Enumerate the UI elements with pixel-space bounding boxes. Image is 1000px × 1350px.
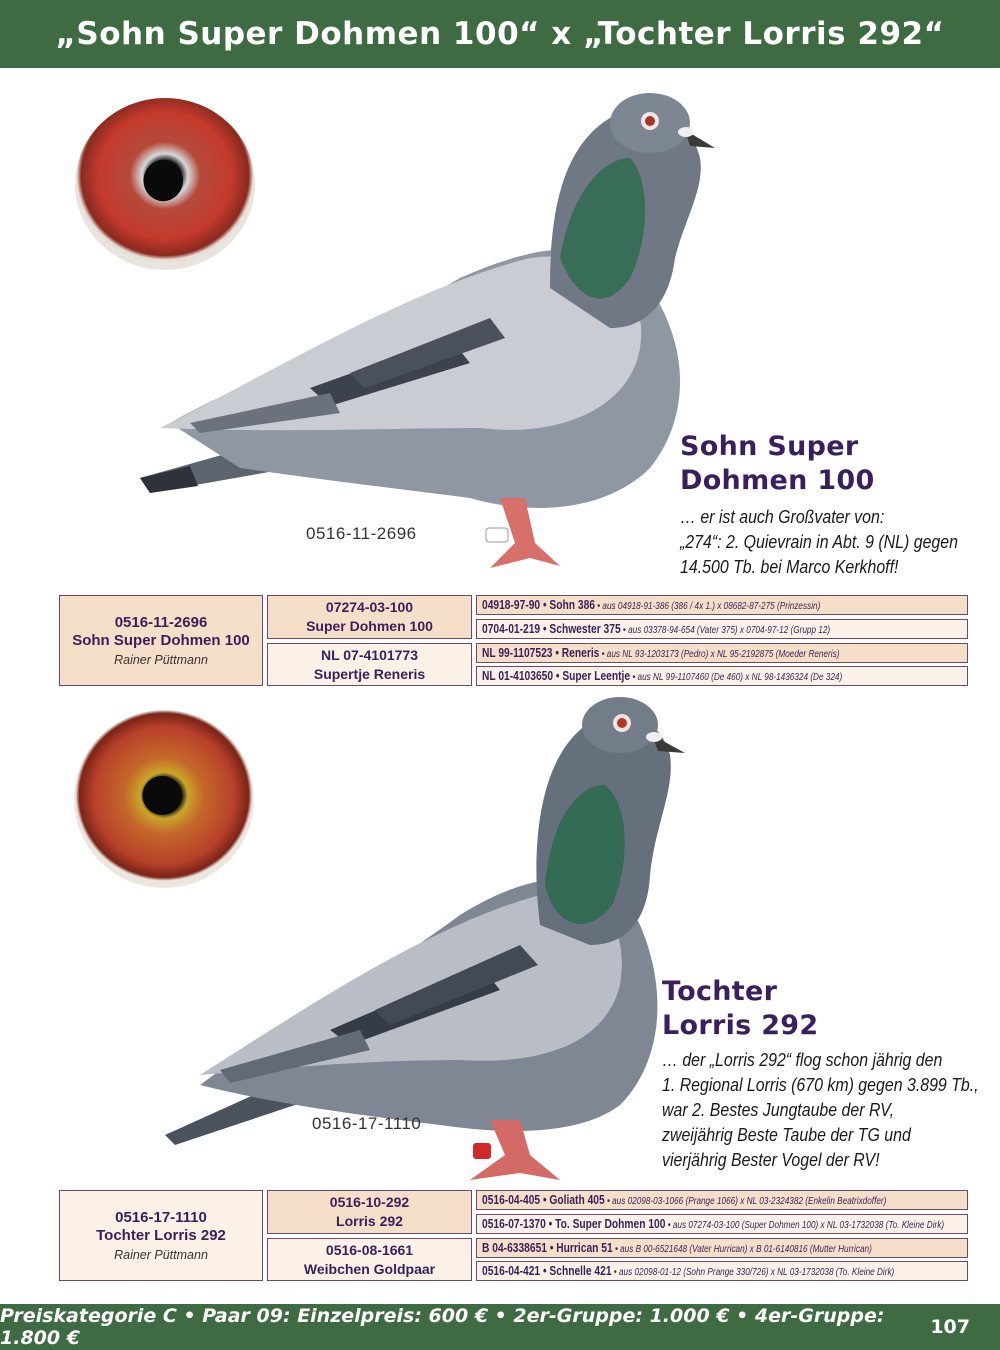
pedigree-1-gp-sub: • aus 03378-94-654 (Vater 375) x 0704-97-12 (Grupp 12)	[620, 625, 831, 636]
pedigree-2-grandparent	[476, 1238, 968, 1258]
pedigree-1-main-name: Sohn Super Dohmen 100	[72, 632, 250, 649]
pedigree-1-grandparent	[476, 619, 968, 639]
pedigree-2-main-owner: Rainer Püttmann	[114, 1248, 208, 1262]
footer-banner	[0, 1304, 1000, 1350]
bird-2-title-line-2: Lorris 292	[662, 1010, 819, 1041]
pedigree-1-main-owner: Rainer Püttmann	[114, 653, 208, 667]
bird-1-title	[680, 430, 875, 498]
pedigree-1-mother-name: Supertje Reneris	[313, 665, 426, 682]
pedigree-2-gp-main: 0516-04-405 • Goliath 405	[482, 1193, 605, 1207]
bird-1-desc-line: „274“: 2. Quievrain in Abt. 9 (NL) gegen	[680, 531, 958, 552]
bird-1-title-line-2: Dohmen 100	[680, 465, 875, 496]
bird-2-title-line-1: Tochter	[662, 976, 778, 1007]
pedigree-2-gp-sub: • aus B 00-6521648 (Vater Hurrican) x B 01-6140816 (Mutter Hurrican)	[612, 1244, 872, 1255]
bird-2-description	[662, 1047, 979, 1172]
pedigree-1-main-ring: 0516-11-2696	[114, 614, 208, 631]
bird-1-desc-line: … er ist auch Großvater von:	[680, 506, 885, 527]
pedigree-1-gp-main: NL 01-4103650 • Super Leentje	[482, 669, 631, 683]
bird-1-description	[680, 504, 958, 579]
pedigree-2-gp-main: 0516-07-1370 • To. Super Dohmen 100	[482, 1217, 666, 1231]
pedigree-2-main	[59, 1190, 263, 1281]
pedigree-1-father-name: Super Dohmen 100	[306, 618, 433, 634]
pedigree-1-gp-sub: • aus NL 99-1107460 (De 460) x NL 98-1436324 (De 324)	[630, 672, 843, 683]
bird-2-desc-line: war 2. Bestes Jungtaube der RV,	[662, 1099, 895, 1120]
price-info: Preiskategorie C • Paar 09: Einzelpreis: 600 € • 2er-Gruppe: 1.000 € • 4er-Gruppe: 1.800 €	[0, 1305, 885, 1349]
pedigree-2-gp-main: B 04-6338651 • Hurrican 51	[482, 1241, 613, 1255]
pedigree-1-grandparent	[476, 666, 968, 686]
pedigree-1-mother-ring: NL 07-4101773	[320, 646, 419, 663]
pedigree-2-grandparent	[476, 1214, 968, 1234]
pedigree-1-gp-sub: • aus 04918-91-386 (386 / 4x 1.) x 08682-87-275 (Prinzessin)	[594, 601, 821, 612]
pedigree-2-grandparent	[476, 1190, 968, 1210]
pedigree-1-gp-sub: • aus NL 93-1203173 (Pedro) x NL 95-2192875 (Moeder Reneris)	[599, 649, 840, 660]
pedigree-2-father	[267, 1190, 472, 1234]
bird-2-desc-line: … der „Lorris 292“ flog schon jährig den	[662, 1049, 943, 1070]
pedigree-1-gp-main: 04918-97-90 • Sohn 386	[482, 598, 595, 612]
bird-1-title-line-1: Sohn Super	[680, 431, 859, 462]
bird-2-desc-line: 1. Regional Lorris (670 km) gegen 3.899 Tb.,	[662, 1074, 979, 1095]
pedigree-1-grandparent	[476, 643, 968, 663]
header-banner	[0, 0, 1000, 68]
bird-2-desc-line: zweijährig Beste Taube der TG und	[662, 1124, 911, 1145]
pedigree-1-father	[267, 595, 472, 639]
pedigree-1-main	[59, 595, 263, 686]
pigeon-photo-1	[130, 88, 720, 588]
pedigree-2-gp-sub: • aus 02098-01-12 (Sohn Prange 330/726) x NL 03-1732038 (To. Kleine Dirk)	[611, 1267, 895, 1278]
bird-1-ring-caption: 0516-11-2696	[306, 524, 417, 543]
pedigree-1-gp-main: NL 99-1107523 • Reneris	[482, 646, 600, 660]
bird-2-ring-caption: 0516-17-1110	[312, 1114, 422, 1133]
pedigree-1-gp-main: 0704-01-219 • Schwester 375	[482, 622, 621, 636]
pedigree-2-mother	[267, 1238, 472, 1281]
pedigree-2-main-ring: 0516-17-1110	[115, 1209, 207, 1226]
pedigree-1-father-ring: 07274-03-100	[325, 599, 414, 615]
pedigree-2-father-name: Lorris 292	[336, 1213, 403, 1229]
page-title: „Sohn Super Dohmen 100“ x „Tochter Lorris 292“	[55, 16, 945, 52]
bird-1-desc-line: 14.500 Tb. bei Marco Kerkhoff!	[680, 556, 899, 577]
pedigree-2-father-ring: 0516-10-292	[329, 1194, 410, 1210]
page-number: 107	[930, 1316, 970, 1338]
pedigree-2-gp-sub: • aus 07274-03-100 (Super Dohmen 100) x NL 03-1732038 (To. Kleine Dirk)	[665, 1220, 945, 1231]
pedigree-2-main-name: Tochter Lorris 292	[96, 1227, 226, 1244]
bird-2-desc-line: vierjährig Bester Vogel der RV!	[662, 1149, 880, 1170]
pedigree-2-mother-name: Weibchen Goldpaar	[303, 1260, 436, 1277]
bird-2-title	[662, 975, 818, 1043]
pedigree-1-mother	[267, 643, 472, 686]
pedigree-2-mother-ring: 0516-08-1661	[325, 1241, 414, 1258]
pedigree-2-grandparent	[476, 1261, 968, 1281]
pedigree-1-grandparent	[476, 595, 968, 615]
pedigree-2-gp-main: 0516-04-421 • Schnelle 421	[482, 1264, 612, 1278]
pigeon-photo-2	[160, 695, 700, 1195]
pedigree-2-gp-sub: • aus 02098-03-1066 (Prange 1066) x NL 03-2324382 (Enkelin Beatrixdoffer)	[604, 1196, 887, 1207]
